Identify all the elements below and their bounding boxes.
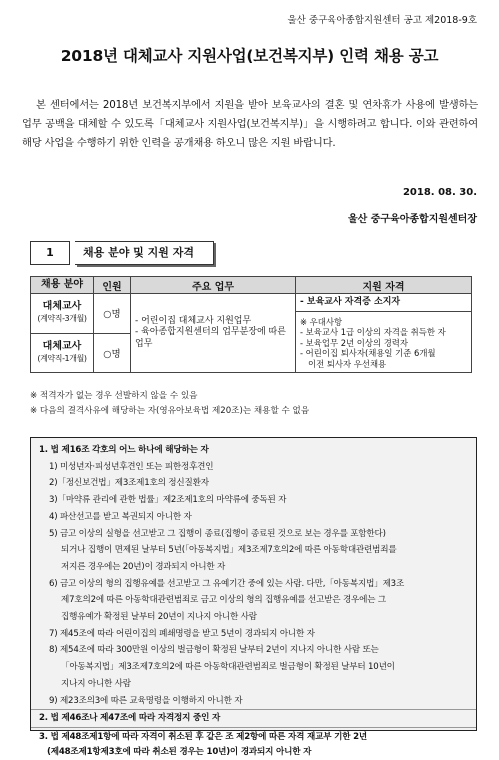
- position-contract: (계약직-3개월): [37, 314, 87, 324]
- disqualification-box: [30, 437, 477, 757]
- disq-item-cont: 「아동복지법」제3조제7호의2에 따른 아동학대관련범죄로 벌금형이 확정된 날부터 10년이: [61, 662, 395, 673]
- disq-item: 1) 미성년자·피성년후견인 또는 피한정후견인: [49, 461, 214, 472]
- disq-item-cont: 되거나 집행이 면제된 날부터 5년(「아동복지법」제3조제7호의2에 따른 아동학대관련범죄를: [61, 545, 397, 556]
- notice-number: 울산 중구육아종합지원센터 공고 제2018-9호: [287, 15, 477, 26]
- duty-item: - 어린이집 대체교사 지원업무: [135, 315, 252, 326]
- notice-date: 2018. 08. 30.: [402, 187, 477, 198]
- preference-title: ※ 우대사항: [300, 316, 343, 327]
- preference-item: - 보육업무 2년 이상의 경력자: [300, 337, 408, 348]
- position-title: 대체교사: [42, 301, 82, 313]
- duties-cell: [131, 294, 296, 373]
- disq-item: 4) 파산선고를 받고 복권되지 아니한 자: [49, 511, 192, 522]
- disq-item-cont: 제7호의2에 따른 아동학대관련범죄로 금고 이상의 형의 집행유예를 선고받은 경우에는 그: [61, 595, 386, 606]
- disq-item-cont: 저지른 경우에는 20년)이 경과되지 아니한 자: [61, 561, 226, 572]
- qualification-main: - 보육교사 자격증 소지자: [296, 297, 471, 312]
- page-title: 2018년 대체교사 지원사업(보건복지부) 인력 채용 공고: [60, 47, 439, 65]
- disq-item-cont: 지나지 아니한 사람: [61, 678, 131, 689]
- col-header-qualification: 지원 자격: [296, 277, 472, 294]
- col-header-position: 채용 분야: [31, 277, 94, 294]
- disq-item: 8) 제54조에 따라 300만원 이상의 벌금형이 확정된 날부터 2년이 지나지 아니한 사람 또는: [49, 645, 379, 656]
- qualification-cell: [296, 294, 472, 373]
- preference-item: 이전 퇴사자 우선채용: [308, 358, 387, 369]
- disq-item: 2)「정신보건법」제3조제1호의 정신질환자: [49, 478, 209, 489]
- disq-heading-1: 1. 법 제16조 각호의 어느 하나에 해당하는 자: [39, 445, 209, 455]
- recruitment-table: [30, 276, 472, 373]
- position-contract: (계약직-1개월): [37, 353, 87, 363]
- col-header-count: 인원: [94, 277, 131, 294]
- table-row: [31, 294, 472, 334]
- section-1-header: [30, 241, 214, 265]
- disq-item: 5) 금고 이상의 실형을 선고받고 그 집행이 종료(집행이 종료된 것으로 보는 경우를 포함한다): [49, 528, 386, 539]
- count-cell: ○명: [94, 333, 131, 373]
- count-cell: ○명: [94, 294, 131, 334]
- note-item: ※ 다음의 결격사유에 해당하는 자(영유아보육법 제20조)는 채용할 수 없음: [30, 406, 310, 416]
- disq-heading-3: 3. 법 제48조제1항에 따라 자격이 취소된 후 같은 조 제2항에 따른 자격 재교부 기한 2년: [39, 731, 367, 742]
- note-item: ※ 적격자가 없는 경우 선발하지 않을 수 있음: [30, 391, 198, 401]
- position-title: 대체교사: [42, 340, 82, 352]
- disq-item: 3)「마약류 관리에 관한 법률」제2조제1호의 마약류에 중독된 자: [49, 495, 287, 506]
- disq-item: 6) 금고 이상의 형의 집행유예를 선고받고 그 유예기간 중에 있는 사람. 다만,「아동복지법」제3조: [49, 578, 405, 589]
- preference-item: - 보육교사 1급 이상의 자격을 취득한 자: [300, 327, 446, 337]
- disq-item-cont: 집행유예가 확정된 날부터 20년이 지나지 아니한 사람: [61, 612, 257, 623]
- table-header-row: [31, 277, 472, 294]
- section-number: 1: [30, 241, 70, 265]
- issuing-organization: 울산 중구육아종합지원센터장: [347, 214, 477, 225]
- position-cell: [31, 333, 94, 373]
- intro-text: 본 센터에서는 2018년 보건복지부에서 지원을 받아 보육교사의 결혼 및 연차휴가 사용에 발생하는 업무 공백을 대체할 수 있도록「대체교사 지원사업(보건복지부)」을 시행하려고 합니다. 이와 관련하여 해당 사업을 수행하기 위한 인력을 공개채용 하오니 많은 지원 바랍니다.: [22, 99, 478, 149]
- intro-paragraph: [22, 96, 478, 153]
- preference-item: - 어린이집 퇴사자(채용일 기준 6개월: [300, 348, 436, 358]
- col-header-duties: 주요 업무: [131, 277, 296, 294]
- section-label: 채용 분야 및 지원 자격: [75, 241, 214, 265]
- notes: [30, 389, 309, 419]
- position-cell: [31, 294, 94, 334]
- disq-item: 7) 제45조에 따라 어린이집의 폐쇄명령을 받고 5년이 경과되지 아니한 자: [49, 628, 315, 639]
- disq-heading-2: 2. 법 제46조나 제47조에 따라 자격정지 중인 자: [39, 713, 221, 724]
- disq-item: 9) 제23조의3에 따른 교육명령을 이행하지 아니한 자: [49, 695, 243, 706]
- duty-item: - 육아종합지원센터의 업무분장에 따른 업무: [135, 327, 286, 349]
- disq-heading-3-cont: (제48조제1항제3호에 따라 취소된 경우는 10년)이 경과되지 아니한 자: [47, 746, 312, 757]
